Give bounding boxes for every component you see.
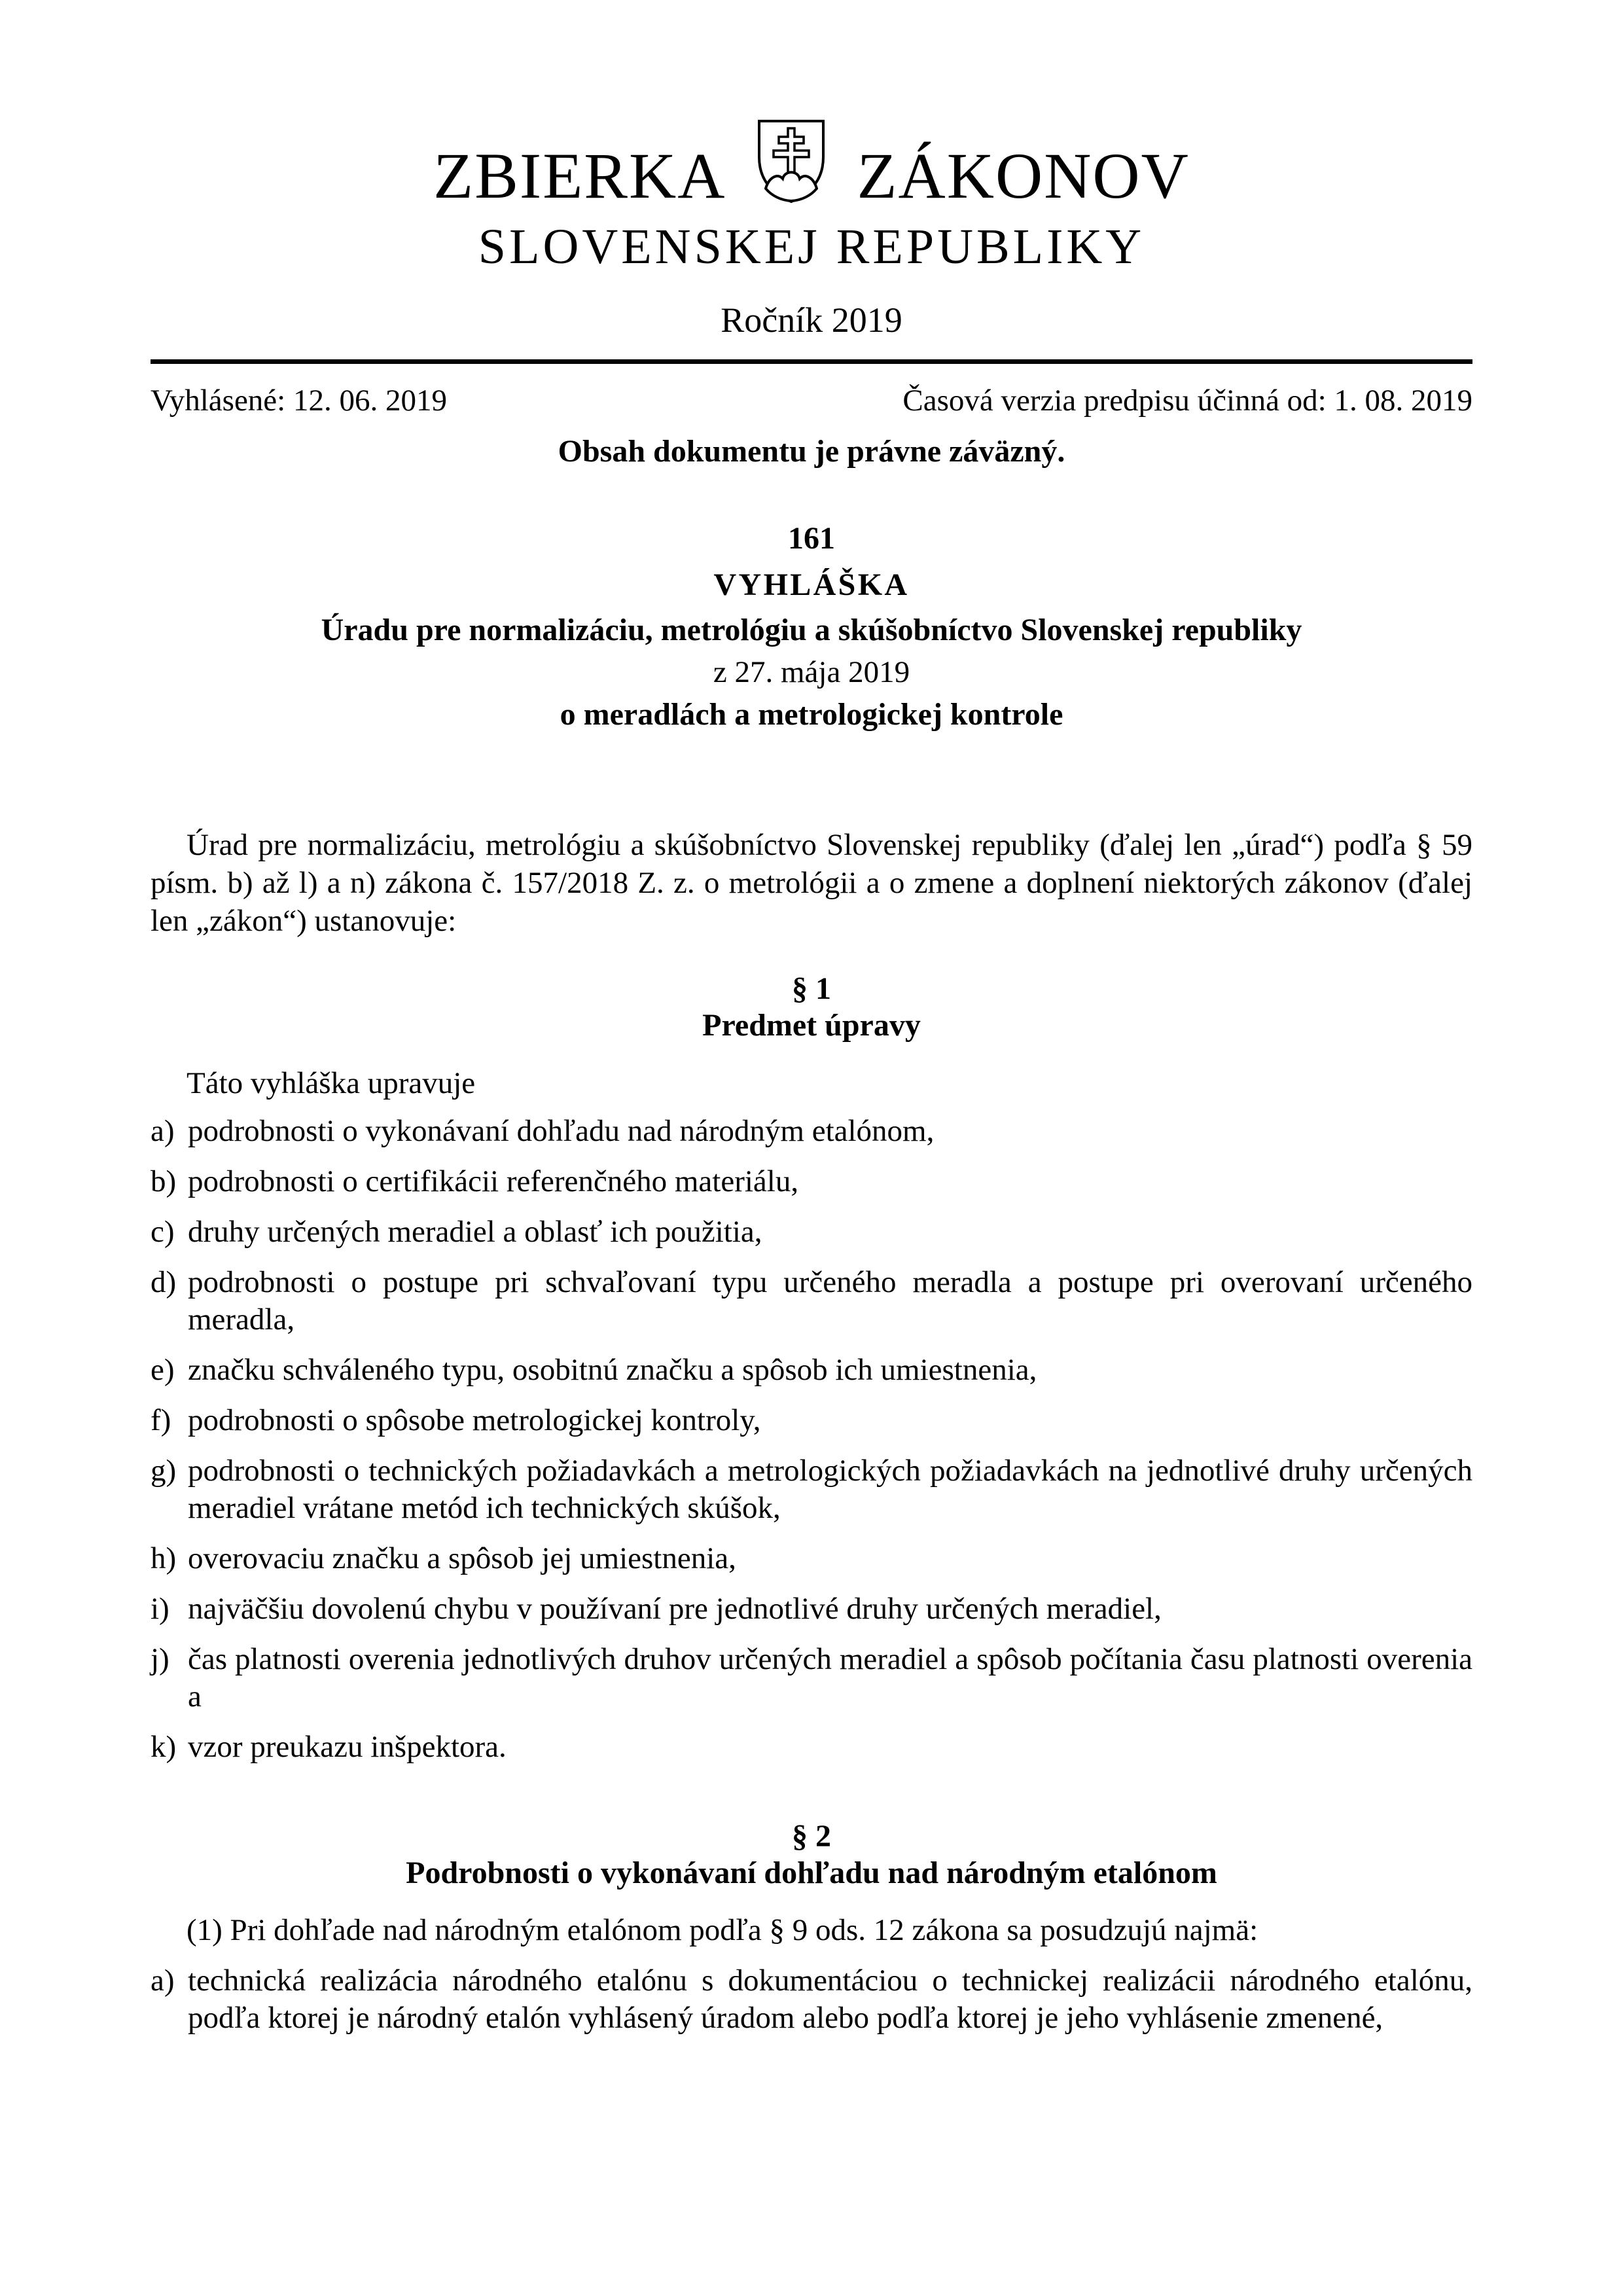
list-item-text: podrobnosti o technických požiadavkách a metrologických požiadavkách na jednotlivé druhy určených meradiel vrátane metód ich technických skúšok, — [188, 1454, 1472, 1525]
act-preamble: Úrad pre normalizáciu, metrológiu a skúšobníctvo Slovenskej republiky (ďalej len „úrad“) podľa § 59 písm. b) až l) a n) zákona č. 157/2018 Z. z. o metrológii a o zmene a doplnení niektorých zákonov (ďalej len „zákon“) ustanovuje: — [151, 828, 1472, 938]
list-item — [151, 1113, 1472, 1150]
list-item-text: vzor preukazu inšpektora. — [188, 1730, 507, 1764]
list-item-label: a) — [151, 1114, 175, 1148]
list-item — [151, 1163, 1472, 1200]
act-authority: Úradu pre normalizáciu, metrológiu a skúšobníctvo Slovenskej republiky — [321, 613, 1302, 647]
list-item — [151, 1540, 1472, 1577]
section-1-title: Predmet úpravy — [702, 1008, 921, 1043]
list-item-text: technická realizácia národného etalónu s dokumentáciou o technickej realizácii národného etalónu, podľa ktorej je národný etalón vyhlásený úradom alebo podľa ktorej je jeho vyhlásenie zmenené, — [188, 1964, 1472, 2035]
header-divider — [151, 359, 1472, 364]
list-item-text: podrobnosti o certifikácii referenčného materiálu, — [188, 1164, 799, 1198]
section-1-intro: Táto vyhláška upravuje — [187, 1066, 476, 1100]
list-item-label: a) — [151, 1964, 175, 1998]
section-2-list — [151, 1962, 1472, 2050]
list-item-label: j) — [151, 1642, 169, 1676]
section-2-mark: § 2 — [792, 1819, 831, 1854]
list-item-text: podrobnosti o postupe pri schvaľovaní typu určeného meradla a postupe pri overovaní určeného meradla, — [188, 1265, 1472, 1336]
list-item-label: h) — [151, 1541, 177, 1575]
list-item — [151, 1962, 1472, 2037]
list-item-label: e) — [151, 1353, 175, 1387]
list-item — [151, 1264, 1472, 1338]
gazette-masthead — [0, 118, 1623, 212]
publication-meta — [151, 382, 1472, 419]
gazette-title-left: ZBIERKA — [433, 139, 726, 212]
list-item-label: b) — [151, 1164, 177, 1198]
list-item — [151, 1402, 1472, 1439]
list-item-text: podrobnosti o vykonávaní dohľadu nad národným etalónom, — [188, 1114, 935, 1148]
section-1-list — [151, 1113, 1472, 1779]
slovak-coat-of-arms-icon — [755, 118, 827, 205]
list-item — [151, 1213, 1472, 1251]
list-item — [151, 1352, 1472, 1389]
gazette-title-right: ZÁKONOV — [857, 139, 1190, 212]
section-2-title: Podrobnosti o vykonávaní dohľadu nad národným etalónom — [406, 1856, 1217, 1890]
act-date: z 27. mája 2019 — [713, 655, 910, 689]
binding-notice: Obsah dokumentu je právne záväzný. — [558, 434, 1065, 469]
act-subject: o meradlách a metrologickej kontrole — [560, 697, 1063, 732]
gazette-subtitle: SLOVENSKEJ REPUBLIKY — [478, 219, 1145, 274]
volume-year: Ročník 2019 — [721, 300, 902, 340]
list-item — [151, 1729, 1472, 1766]
list-item-text: najväčšiu dovolenú chybu v používaní pre jednotlivé druhy určených meradiel, — [188, 1592, 1162, 1626]
act-type: VYHLÁŠKA — [713, 567, 910, 602]
effective-version: Časová verzia predpisu účinná od: 1. 08. 2019 — [902, 384, 1472, 418]
list-item-text: čas platnosti overenia jednotlivých druhov určených meradiel a spôsob počítania času platnosti overenia a — [188, 1642, 1472, 1713]
list-item-text: značku schváleného typu, osobitnú značku a spôsob ich umiestnenia, — [188, 1353, 1037, 1387]
list-item-text: podrobnosti o spôsobe metrologickej kontroly, — [188, 1403, 761, 1437]
list-item — [151, 1590, 1472, 1628]
published-date: Vyhlásené: 12. 06. 2019 — [151, 384, 447, 418]
list-item-label: f) — [151, 1403, 171, 1437]
list-item-label: k) — [151, 1730, 177, 1764]
section-1-mark: § 1 — [792, 971, 831, 1006]
list-item-label: c) — [151, 1215, 175, 1249]
list-item-label: d) — [151, 1265, 177, 1299]
list-item — [151, 1452, 1472, 1527]
section-2-paragraph-1: (1) Pri dohľade nad národným etalónom podľa § 9 ods. 12 zákona sa posudzujú najmä: — [187, 1913, 1258, 1947]
list-item-label: g) — [151, 1454, 177, 1488]
list-item-text: overovaciu značku a spôsob jej umiestnenia, — [188, 1541, 736, 1575]
list-item-label: i) — [151, 1592, 169, 1626]
list-item — [151, 1641, 1472, 1715]
act-number: 161 — [788, 521, 835, 556]
list-item-text: druhy určených meradiel a oblasť ich použitia, — [188, 1215, 762, 1249]
